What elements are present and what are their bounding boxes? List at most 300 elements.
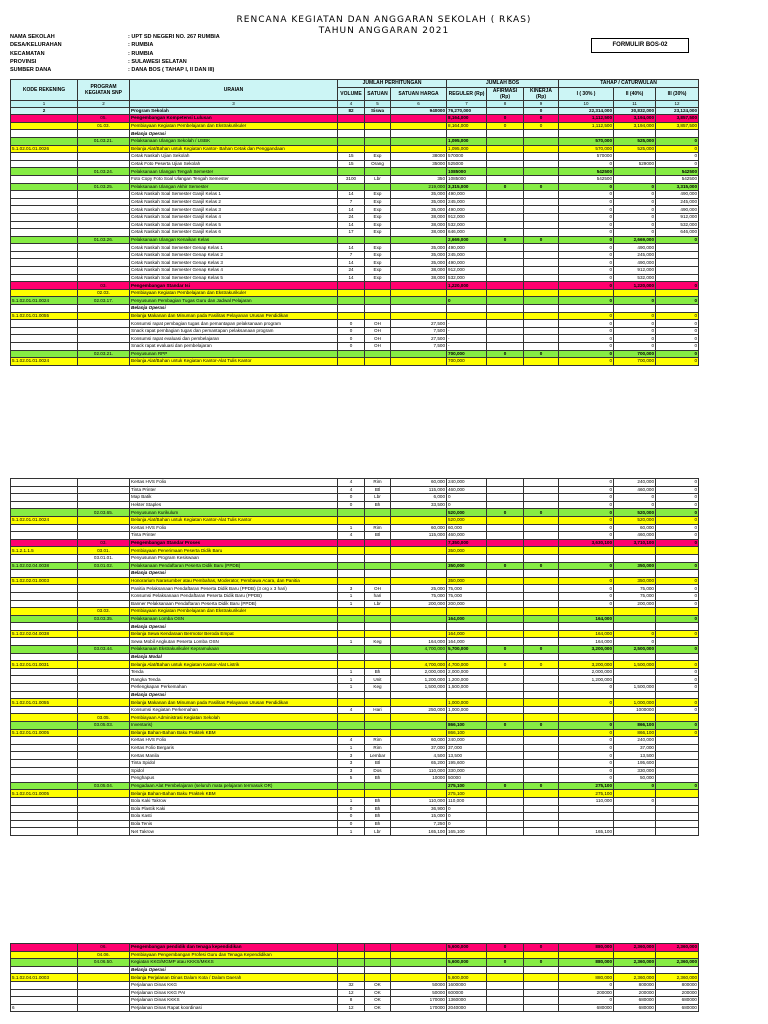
cell-harga: 15,000 [391,813,447,821]
table-row [11,509,699,517]
cell-satuan [365,630,391,638]
cell-kode-rekening: 5.1.02.01.01.0024 [11,516,78,524]
cell-satuan: Dos [365,767,391,775]
cell-reguler: 164,000 [447,615,487,623]
cell-kode-rekening [11,115,78,123]
table-row [11,782,699,790]
cell-tahap-2: 350,000 [614,577,656,585]
col-jumlah-perhitungan: JUMLAH PERHITUNGAN [338,80,447,88]
cell-tahap-3: 0 [656,145,699,153]
cell-tahap-3: 0 [656,494,699,502]
cell-uraian: Kegiatan KKG/MGMP atau KKKS/MKKS [130,959,338,967]
cell-uraian: Cetak Naskah Soal Semester Ganjil Kelas 6 [130,229,338,237]
cell-volume [338,959,365,967]
cell-satuan: Exp [365,229,391,237]
cell-volume [338,951,365,959]
cell-harga: 110,000 [391,767,447,775]
cell-uraian: Kertas Folio Bergaris [130,744,338,752]
cell-uraian: Belanja Makanan dan Minuman pada Fasilitas Pelayanan Urusan Pendidikan [130,699,338,707]
cell-program [78,797,130,805]
cell-afirmasi [487,274,524,282]
cell-satuan: Exp [365,213,391,221]
column-number: 3 [130,100,338,107]
cell-volume: 32 [338,981,365,989]
cell-kode-rekening [11,951,78,959]
table-row [11,1004,699,1012]
cell-reguler: 912,000 [447,213,487,221]
cell-volume: 1 [338,797,365,805]
cell-satuan [365,782,391,790]
cell-uraian: Snack rapat pembagian tugas dan pemantapan pelaksanaan program [130,327,338,335]
cell-tahap-3: 0 [656,577,699,585]
cell-tahap-1: 200000 [559,989,614,997]
cell-afirmasi [487,608,524,616]
table-row [11,729,699,737]
cell-afirmasi [487,752,524,760]
table-row [11,122,699,130]
cell-kinerja [524,630,559,638]
cell-tahap-2 [614,168,656,176]
cell-uraian: Konsumsi Pelaksanaan Pendaftaran Peserta Didik Baru (PPDB) [130,592,338,600]
cell-program [78,997,130,1005]
cell-harga [391,615,447,623]
cell-afirmasi [487,168,524,176]
cell-afirmasi: 0 [487,236,524,244]
cell-harga: 1,200,000 [391,676,447,684]
cell-afirmasi [487,289,524,297]
cell-kinerja [524,229,559,237]
cell-satuan [365,516,391,524]
cell-afirmasi [487,577,524,585]
cell-kinerja: 0 [524,509,559,517]
cell-volume: 4 [338,486,365,494]
cell-satuan [365,509,391,517]
cell-reguler: 60,000 [447,524,487,532]
cell-tahap-1: 0 [559,343,614,351]
cell-satuan: OH [365,320,391,328]
cell-tahap-3: 0 [656,782,699,790]
table-row [11,153,699,161]
table-row [11,676,699,684]
cell-program: 01.03.24. [78,168,130,176]
cell-program [78,107,130,115]
col-volume: VOLUME [338,87,365,100]
cell-tahap-2: 700,000 [614,358,656,366]
cell-kode-rekening [11,130,78,138]
formulir-label: FORMULIR BOS-02 [591,38,689,53]
cell-afirmasi [487,1004,524,1012]
cell-kinerja [524,327,559,335]
cell-kode-rekening [11,494,78,502]
cell-tahap-2: 3,710,100 [614,539,656,547]
cell-harga: 33,500 [391,501,447,509]
cell-program [78,630,130,638]
cell-tahap-1: 275,100 [559,782,614,790]
cell-uraian: Tinta Printer [130,486,338,494]
cell-uraian: Bola Kaki Takrow [130,797,338,805]
cell-program [78,759,130,767]
cell-kode-rekening [11,137,78,145]
cell-uraian: Belanja Operasi [130,966,338,974]
cell-tahap-2 [614,615,656,623]
cell-volume: 4 [338,479,365,487]
cell-tahap-2 [614,623,656,631]
cell-program [78,320,130,328]
cell-harga: 38000 [391,153,447,161]
cell-uraian: Belanja Bahan-Bahan Baku Praktek KBM [130,790,338,798]
cell-afirmasi [487,327,524,335]
cell-harga [391,145,447,153]
cell-kode-rekening [11,585,78,593]
cell-reguler [447,312,487,320]
cell-afirmasi [487,305,524,313]
cell-tahap-2: 2,360,000 [614,944,656,952]
cell-tahap-1: 0 [559,684,614,692]
table-row [11,661,699,669]
column-number: 10 [559,100,614,107]
cell-satuan: Keg [365,638,391,646]
cell-kinerja: 0 [524,122,559,130]
cell-tahap-1: 880,000 [559,974,614,982]
cell-satuan [365,562,391,570]
cell-kode-rekening [11,805,78,813]
cell-tahap-3 [656,274,699,282]
cell-kinerja [524,168,559,176]
table-row [11,775,699,783]
cell-satuan [365,554,391,562]
cell-kode-rekening [11,691,78,699]
table-row [11,501,699,509]
cell-kinerja [524,974,559,982]
cell-afirmasi: 0 [487,115,524,123]
cell-satuan: Exp [365,206,391,214]
cell-tahap-1: 3,200,000 [559,646,614,654]
cell-volume [338,646,365,654]
cell-tahap-1: 0 [559,160,614,168]
cell-volume: 24 [338,213,365,221]
cell-reguler: 1,000,000 [447,699,487,707]
cell-reguler [447,951,487,959]
cell-program [78,974,130,982]
table-row [11,668,699,676]
cell-tahap-2: 0 [614,782,656,790]
cell-kinerja [524,494,559,502]
cell-tahap-2 [614,691,656,699]
cell-satuan: Orang [365,160,391,168]
info-row [10,33,220,41]
cell-tahap-3: 3,315,000 [656,183,699,191]
cell-kode-rekening [11,509,78,517]
cell-kode-rekening [11,236,78,244]
cell-tahap-2: 0 [614,343,656,351]
cell-volume: 4 [338,532,365,540]
cell-harga [391,722,447,730]
cell-uraian: Cetak Naskah Soal Semester Ganjil Kelas 3 [130,206,338,214]
cell-tahap-2: 1,500,000 [614,684,656,692]
cell-tahap-2: 0 [614,297,656,305]
cell-satuan: Bh [365,775,391,783]
cell-tahap-1 [559,289,614,297]
cell-volume [338,974,365,982]
cell-tahap-1: 0 [559,229,614,237]
cell-afirmasi [487,221,524,229]
cell-tahap-2 [614,130,656,138]
cell-kinerja [524,714,559,722]
cell-tahap-1: 0 [559,997,614,1005]
cell-reguler: 3,315,000 [447,183,487,191]
cell-kode-rekening [11,615,78,623]
info-row [10,50,220,58]
table-row [11,966,699,974]
cell-volume: 14 [338,244,365,252]
cell-program [78,623,130,631]
cell-tahap-2: 866,100 [614,729,656,737]
cell-afirmasi [487,501,524,509]
cell-kinerja [524,259,559,267]
cell-afirmasi [487,623,524,631]
cell-afirmasi [487,145,524,153]
cell-reguler: 2,669,000 [447,236,487,244]
cell-volume [338,944,365,952]
cell-tahap-2 [614,153,656,161]
cell-program: 05. [78,115,130,123]
cell-tahap-3: 23,124,000 [656,107,699,115]
cell-reguler: 4,700,000 [447,661,487,669]
cell-tahap-2: 866,100 [614,722,656,730]
cell-harga [391,974,447,982]
cell-kode-rekening [11,198,78,206]
cell-tahap-2: 200000 [614,989,656,997]
cell-afirmasi [487,638,524,646]
table-row [11,767,699,775]
cell-kinerja [524,767,559,775]
cell-afirmasi [487,479,524,487]
document-title: RENCANA KEGIATAN DAN ANGGARAN SEKOLAH ( RKAS) [236,15,532,25]
cell-uraian: Pengembangan pendidik dan tenaga kependidikan [130,944,338,952]
cell-tahap-2: 37,000 [614,744,656,752]
cell-satuan [365,714,391,722]
cell-program: 03.01.02. [78,562,130,570]
cell-tahap-3: 680000 [656,1004,699,1012]
info-value: : DANA BOS ( TAHAP I, II DAN III) [128,67,215,74]
cell-tahap-2: 2,500,000 [614,646,656,654]
cell-kinerja [524,198,559,206]
cell-kode-rekening [11,244,78,252]
cell-kinerja [524,335,559,343]
cell-kinerja [524,221,559,229]
cell-volume: 7 [338,251,365,259]
cell-uraian: Pembiayaan Kegiatan Pembelajaran dan Ekstrakurikuler [130,608,338,616]
cell-volume: 12 [338,989,365,997]
cell-reguler: 1,200,000 [447,676,487,684]
cell-kinerja [524,213,559,221]
cell-satuan [365,966,391,974]
cell-volume [338,722,365,730]
cell-reguler: 5,600,000 [447,959,487,967]
cell-tahap-3 [656,251,699,259]
cell-kode-rekening [11,820,78,828]
cell-uraian: Honorarium Narasumber atau Pembahas, Moderator, Pembawa Acara, dan Panitia [130,577,338,585]
cell-kinerja [524,797,559,805]
cell-tahap-1: 680000 [559,1004,614,1012]
cell-harga: 6,000 [391,494,447,502]
cell-harga [391,782,447,790]
cell-harga [391,509,447,517]
cell-tahap-2: 0 [614,638,656,646]
cell-program: 04.06.50. [78,959,130,967]
cell-tahap-1: 880,000 [559,944,614,952]
cell-uraian: Tinta Printer [130,532,338,540]
cell-satuan [365,959,391,967]
table-row [11,267,699,275]
cell-kinerja [524,554,559,562]
cell-volume [338,358,365,366]
cell-tahap-1: 164,000 [559,615,614,623]
cell-kode-rekening [11,524,78,532]
cell-kode-rekening [11,966,78,974]
cell-reguler: 5,700,000 [447,646,487,654]
cell-harga: 35,000 [391,251,447,259]
cell-kinerja: 0 [524,782,559,790]
cell-uraian: Kertas Manila [130,752,338,760]
cell-afirmasi [487,951,524,959]
cell-satuan [365,297,391,305]
cell-tahap-3: 0 [656,600,699,608]
cell-tahap-3: 0 [656,350,699,358]
info-label: SUMBER DANA [10,67,52,74]
cell-satuan [365,944,391,952]
cell-satuan: OH [365,335,391,343]
cell-volume: 8 [338,997,365,1005]
cell-program [78,259,130,267]
cell-satuan [365,661,391,669]
school-info [10,33,220,74]
cell-harga: 164,000 [391,638,447,646]
cell-tahap-3 [656,951,699,959]
cell-volume: 14 [338,221,365,229]
cell-satuan: Unit [365,676,391,684]
col-tahap-1: I ( 30% ) [559,87,614,100]
cell-volume: 0 [338,501,365,509]
cell-tahap-1: 0 [559,221,614,229]
cell-uraian: Pembiayaan Penerimaan Peserta Didik Baru [130,547,338,555]
cell-program [78,737,130,745]
cell-kode-rekening [11,959,78,967]
cell-program: 01.03.21. [78,137,130,145]
cell-uraian: Cetak Naskah Ujian Sekolah [130,153,338,161]
cell-tahap-1: 0 [559,236,614,244]
cell-tahap-1: 0 [559,775,614,783]
cell-program: 03.01.01. [78,554,130,562]
cell-tahap-1: 0 [559,532,614,540]
cell-harga: 7,500 [391,343,447,351]
cell-afirmasi [487,714,524,722]
cell-volume: 4 [338,706,365,714]
cell-reguler: 532,000 [447,221,487,229]
table-row [11,959,699,967]
cell-reguler: 5,600,000 [447,974,487,982]
cell-kinerja [524,623,559,631]
cell-volume [338,653,365,661]
cell-kode-rekening [11,206,78,214]
cell-satuan: OH [365,327,391,335]
cell-satuan [365,653,391,661]
cell-reguler: 490,000 [447,244,487,252]
cell-volume [338,168,365,176]
cell-afirmasi [487,653,524,661]
cell-volume: 14 [338,206,365,214]
cell-kode-rekening [11,676,78,684]
cell-tahap-2: 800000 [614,981,656,989]
cell-tahap-1: 0 [559,206,614,214]
cell-satuan: Keg [365,684,391,692]
cell-tahap-1: 1,112,500 [559,115,614,123]
cell-tahap-1: 0 [559,585,614,593]
cell-tahap-2 [614,714,656,722]
cell-uraian: Tenda [130,668,338,676]
cell-kode-rekening [11,570,78,578]
cell-tahap-3 [656,608,699,616]
table-row [11,752,699,760]
cell-afirmasi [487,668,524,676]
cell-harga [391,539,447,547]
cell-kinerja [524,828,559,836]
cell-afirmasi [487,198,524,206]
cell-harga [391,570,447,578]
cell-program [78,343,130,351]
cell-tahap-3: 0 [656,327,699,335]
cell-afirmasi: 0 [487,661,524,669]
cell-afirmasi [487,494,524,502]
cell-program: 03.03. [78,608,130,616]
cell-uraian: Rangka Tenda [130,676,338,684]
cell-harga [391,944,447,952]
cell-tahap-2: 60,000 [614,524,656,532]
cell-kinerja [524,244,559,252]
cell-tahap-2: 3,194,000 [614,122,656,130]
cell-kinerja: 0 [524,959,559,967]
cell-volume [338,297,365,305]
cell-volume: 1 [338,744,365,752]
cell-satuan: Bh [365,813,391,821]
cell-reguler: 110,000 [447,797,487,805]
cell-uraian: Perjalanan Dinas KKG [130,981,338,989]
table-row [11,997,699,1005]
cell-satuan: Exp [365,274,391,282]
cell-tahap-1: 542500 [559,175,614,183]
cell-uraian: Program Sekolah [130,107,338,115]
cell-harga: 35000 [391,160,447,168]
info-label: NAMA SEKOLAH [10,34,55,40]
cell-satuan: Btl [365,532,391,540]
cell-tahap-1 [559,570,614,578]
cell-harga: 4,500 [391,752,447,760]
cell-harga [391,236,447,244]
cell-kode-rekening [11,327,78,335]
cell-kode-rekening [11,554,78,562]
cell-program [78,989,130,997]
cell-tahap-2: 1,500,000 [614,661,656,669]
cell-tahap-1: 0 [559,479,614,487]
cell-kinerja [524,486,559,494]
cell-reguler: 646,000 [447,229,487,237]
cell-kode-rekening [11,813,78,821]
cell-tahap-1: 542500 [559,168,614,176]
cell-volume: 1 [338,668,365,676]
cell-tahap-3: 0 [656,236,699,244]
info-label: PROVINSI [10,58,37,65]
cell-tahap-3: 490,000 [656,191,699,199]
